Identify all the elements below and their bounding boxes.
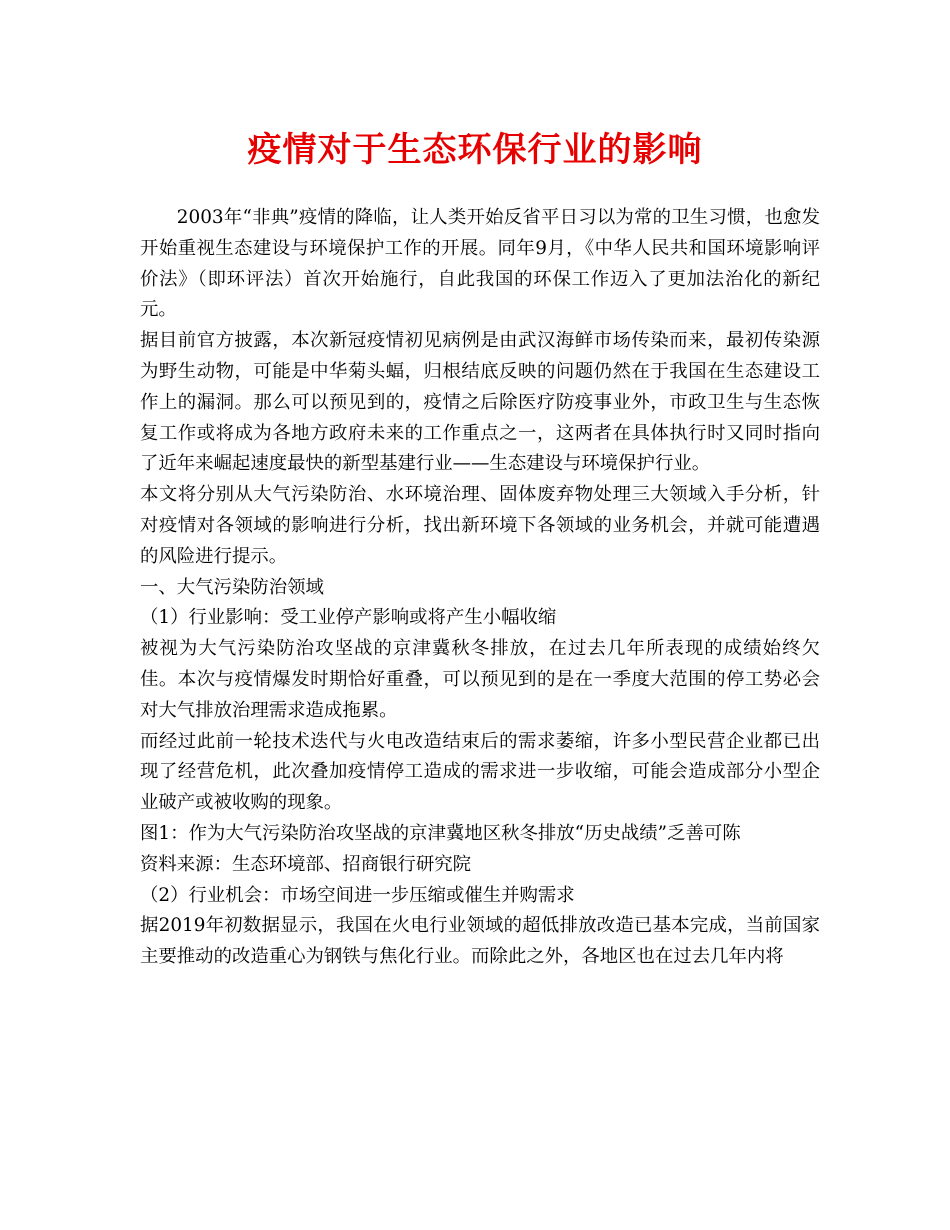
paragraph-outbreak: 据目前官方披露，本次新冠疫情初见病例是由武汉海鲜市场传染而来，最初传染源为野生动物，可能是中华菊头蝠，归根结底反映的问题仍然在于我国在生态建设工作上的漏洞。那么可以预见到的，疫情之后除医疗防疫事业外，市政卫生与生态恢复工作或将成为各地方政府未来的工作重点之一，这两者在具体执行时又同时指向了近年来崛起速度最快的新型基建行业——生态建设与环境保护行业。 — [140, 330, 820, 475]
paragraph-scope: 本文将分别从大气污染防治、水环境治理、固体废弃物处理三大领域入手分析，针对疫情对各领域的影响进行分析，找出新环境下各领域的业务机会，并就可能遭遇的风险进行提示。 — [140, 484, 820, 567]
subheading-industry-impact: （1）行业影响：受工业停产影响或将产生小幅收缩 — [140, 607, 557, 629]
paragraph-intro: 2003年“非典”疫情的降临，让人类开始反省平日习以为常的卫生习惯，也愈发开始重视生态建设与环境保护工作的开展。同年9月，《中华人民共和国环境影响评价法》（即环评法）首次开始施行，自此我国的环保工作迈入了更加法治化的新纪元。 — [140, 207, 820, 321]
section-heading-air: 一、大气污染防治领域 — [140, 576, 324, 598]
paragraph-demand-shrink: 而经过此前一轮技术迭代与火电改造结束后的需求萎缩，许多小型民营企业都已出现了经营危机，此次叠加疫情停工造成的需求进一步收缩，可能会造成部分小型企业破产或被收购的现象。 — [140, 730, 820, 814]
paragraph-air-emission: 被视为大气污染防治攻坚战的京津冀秋冬排放，在过去几年所表现的成绩始终欠佳。本次与疫情爆发时期恰好重叠，可以预见到的是在一季度大范围的停工势必会对大气排放治理需求造成拖累。 — [140, 638, 820, 721]
paragraph-ultra-low-emission: 据2019年初数据显示，我国在火电行业领域的超低排放改造已基本完成，当前国家主要推动的改造重心为钢铁与焦化行业。而除此之外，各地区也在过去几年内将 — [140, 915, 820, 968]
figure-caption: 图1：作为大气污染防治攻坚战的京津冀地区秋冬排放“历史战绩”乏善可陈 — [140, 822, 741, 844]
figure-source: 资料来源：生态环境部、招商银行研究院 — [140, 853, 472, 875]
subheading-industry-opportunity: （2）行业机会：市场空间进一步压缩或催生并购需求 — [140, 884, 575, 906]
document-body — [140, 203, 820, 973]
document-title: 疫情对于生态环保行业的影响 — [247, 130, 703, 170]
